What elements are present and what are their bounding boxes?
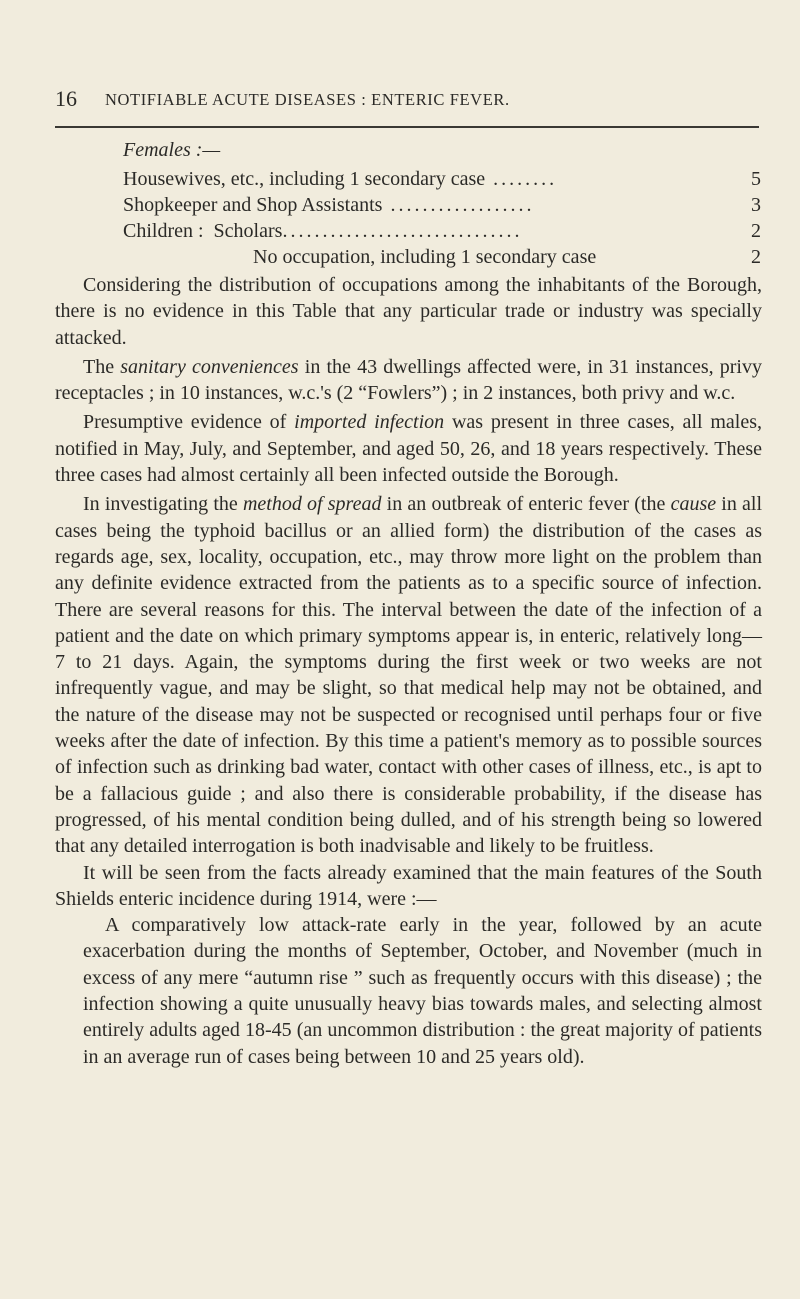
leader-dots: ........ [485,168,558,190]
occupation-count: 2 [751,246,761,268]
text: In investigating the [83,493,243,516]
emphasis: cause [670,493,717,516]
leader-dots: .................. [382,194,535,216]
leader-dots: .............................. [282,220,523,242]
paragraph-occupations: Considering the distribution of occupations among the inhabitants of the Borough, there is no evidence in this Table that any particular trade or industry was specially attacked. [55,274,762,349]
occupation-label: Shopkeeper and Shop Assistants [123,194,383,216]
females-heading: Females :— [123,139,221,161]
list-item [123,166,761,192]
occupation-count: 3 [751,194,761,216]
page-number: 16 [55,86,77,111]
page-header [55,86,759,114]
occupation-label: No occupation, including 1 secondary case [253,246,597,268]
occupation-label: Housewives, etc., including 1 secondary case [123,168,486,190]
text: was present in three cases, all males, notified in May, July, and September, and aged 50, 26, and 18 years respectively. These three cases had almost certainly all been infected outside the Borough. [55,411,763,487]
paragraph-main-features: It will be seen from the facts already examined that the main features of the South Shields enteric incidence during 1914, were :— [55,861,762,910]
paragraph-imported-infection [55,409,762,488]
text: The [83,355,121,378]
occupation-count: 2 [751,220,761,242]
paragraph-method-of-spread [55,491,762,859]
occupation-count: 5 [751,168,761,190]
emphasis: imported infection [294,411,445,434]
running-title: NOTIFIABLE ACUTE DISEASES : ENTERIC FEVER. [105,90,510,109]
paragraph-sanitary [55,354,762,407]
paragraph-summary: A comparatively low attack-rate early in the year, followed by an acute exacerbation during the months of September, October, and November (much in excess of any mere “autumn rise ” such as frequently occurs with this disease) ; the infection showing a quite unusually heavy bias towards males, and selecting almost entirely adults aged 18-45 (an uncommon distribution : the great majority of patients in an average run of cases being between 10 and 25 years old). [83,914,762,1068]
emphasis: sanitary conveniences [120,355,299,378]
body-text [55,272,762,1073]
emphasis: method of spread [242,493,382,516]
header-rule [55,126,759,128]
females-occupation-list [123,166,761,270]
text: in the 43 dwellings affected were, in 31 instances, privy receptacles ; in 10 instances, w.c.'s (2 “Fowlers”) ; in 2 instances, both privy and w.c. [55,355,762,405]
text: Presumptive evidence of [83,411,295,434]
text: in all cases being the typhoid bacillus or an allied form) the distribution of the cases as regards age, sex, locality, occupation, etc., may throw more light on the problem than any definite evidence extracted from the patients as to a specific source of infection. There are several reasons for this. The interval between the date of the infection of a patient and the date on which primary symptoms appear is, in enteric, relatively long—7 to 21 days. Again, the symptoms during the first week or two weeks are not infrequently vague, and may be slight, so that medical help may not be obtained, and the nature of the disease may not be suspected or recognised until perhaps four or five weeks after the date of infection. By this time a patient's memory as to possible sources of infection such as drinking bad water, contact with other cases of illness, etc., is apt to be a fallacious guide ; and also there is considerable probability, if the disease has progressed, of his mental condition being dulled, and of his strength being so lowered that any detailed interrogation is both inadvisable and likely to be fruitless. [55,493,763,858]
list-item [123,244,761,270]
list-item [123,218,761,244]
occupation-label: Children : Scholars [123,220,283,242]
list-item [123,192,761,218]
text: in an outbreak of enteric fever (the [381,493,671,516]
